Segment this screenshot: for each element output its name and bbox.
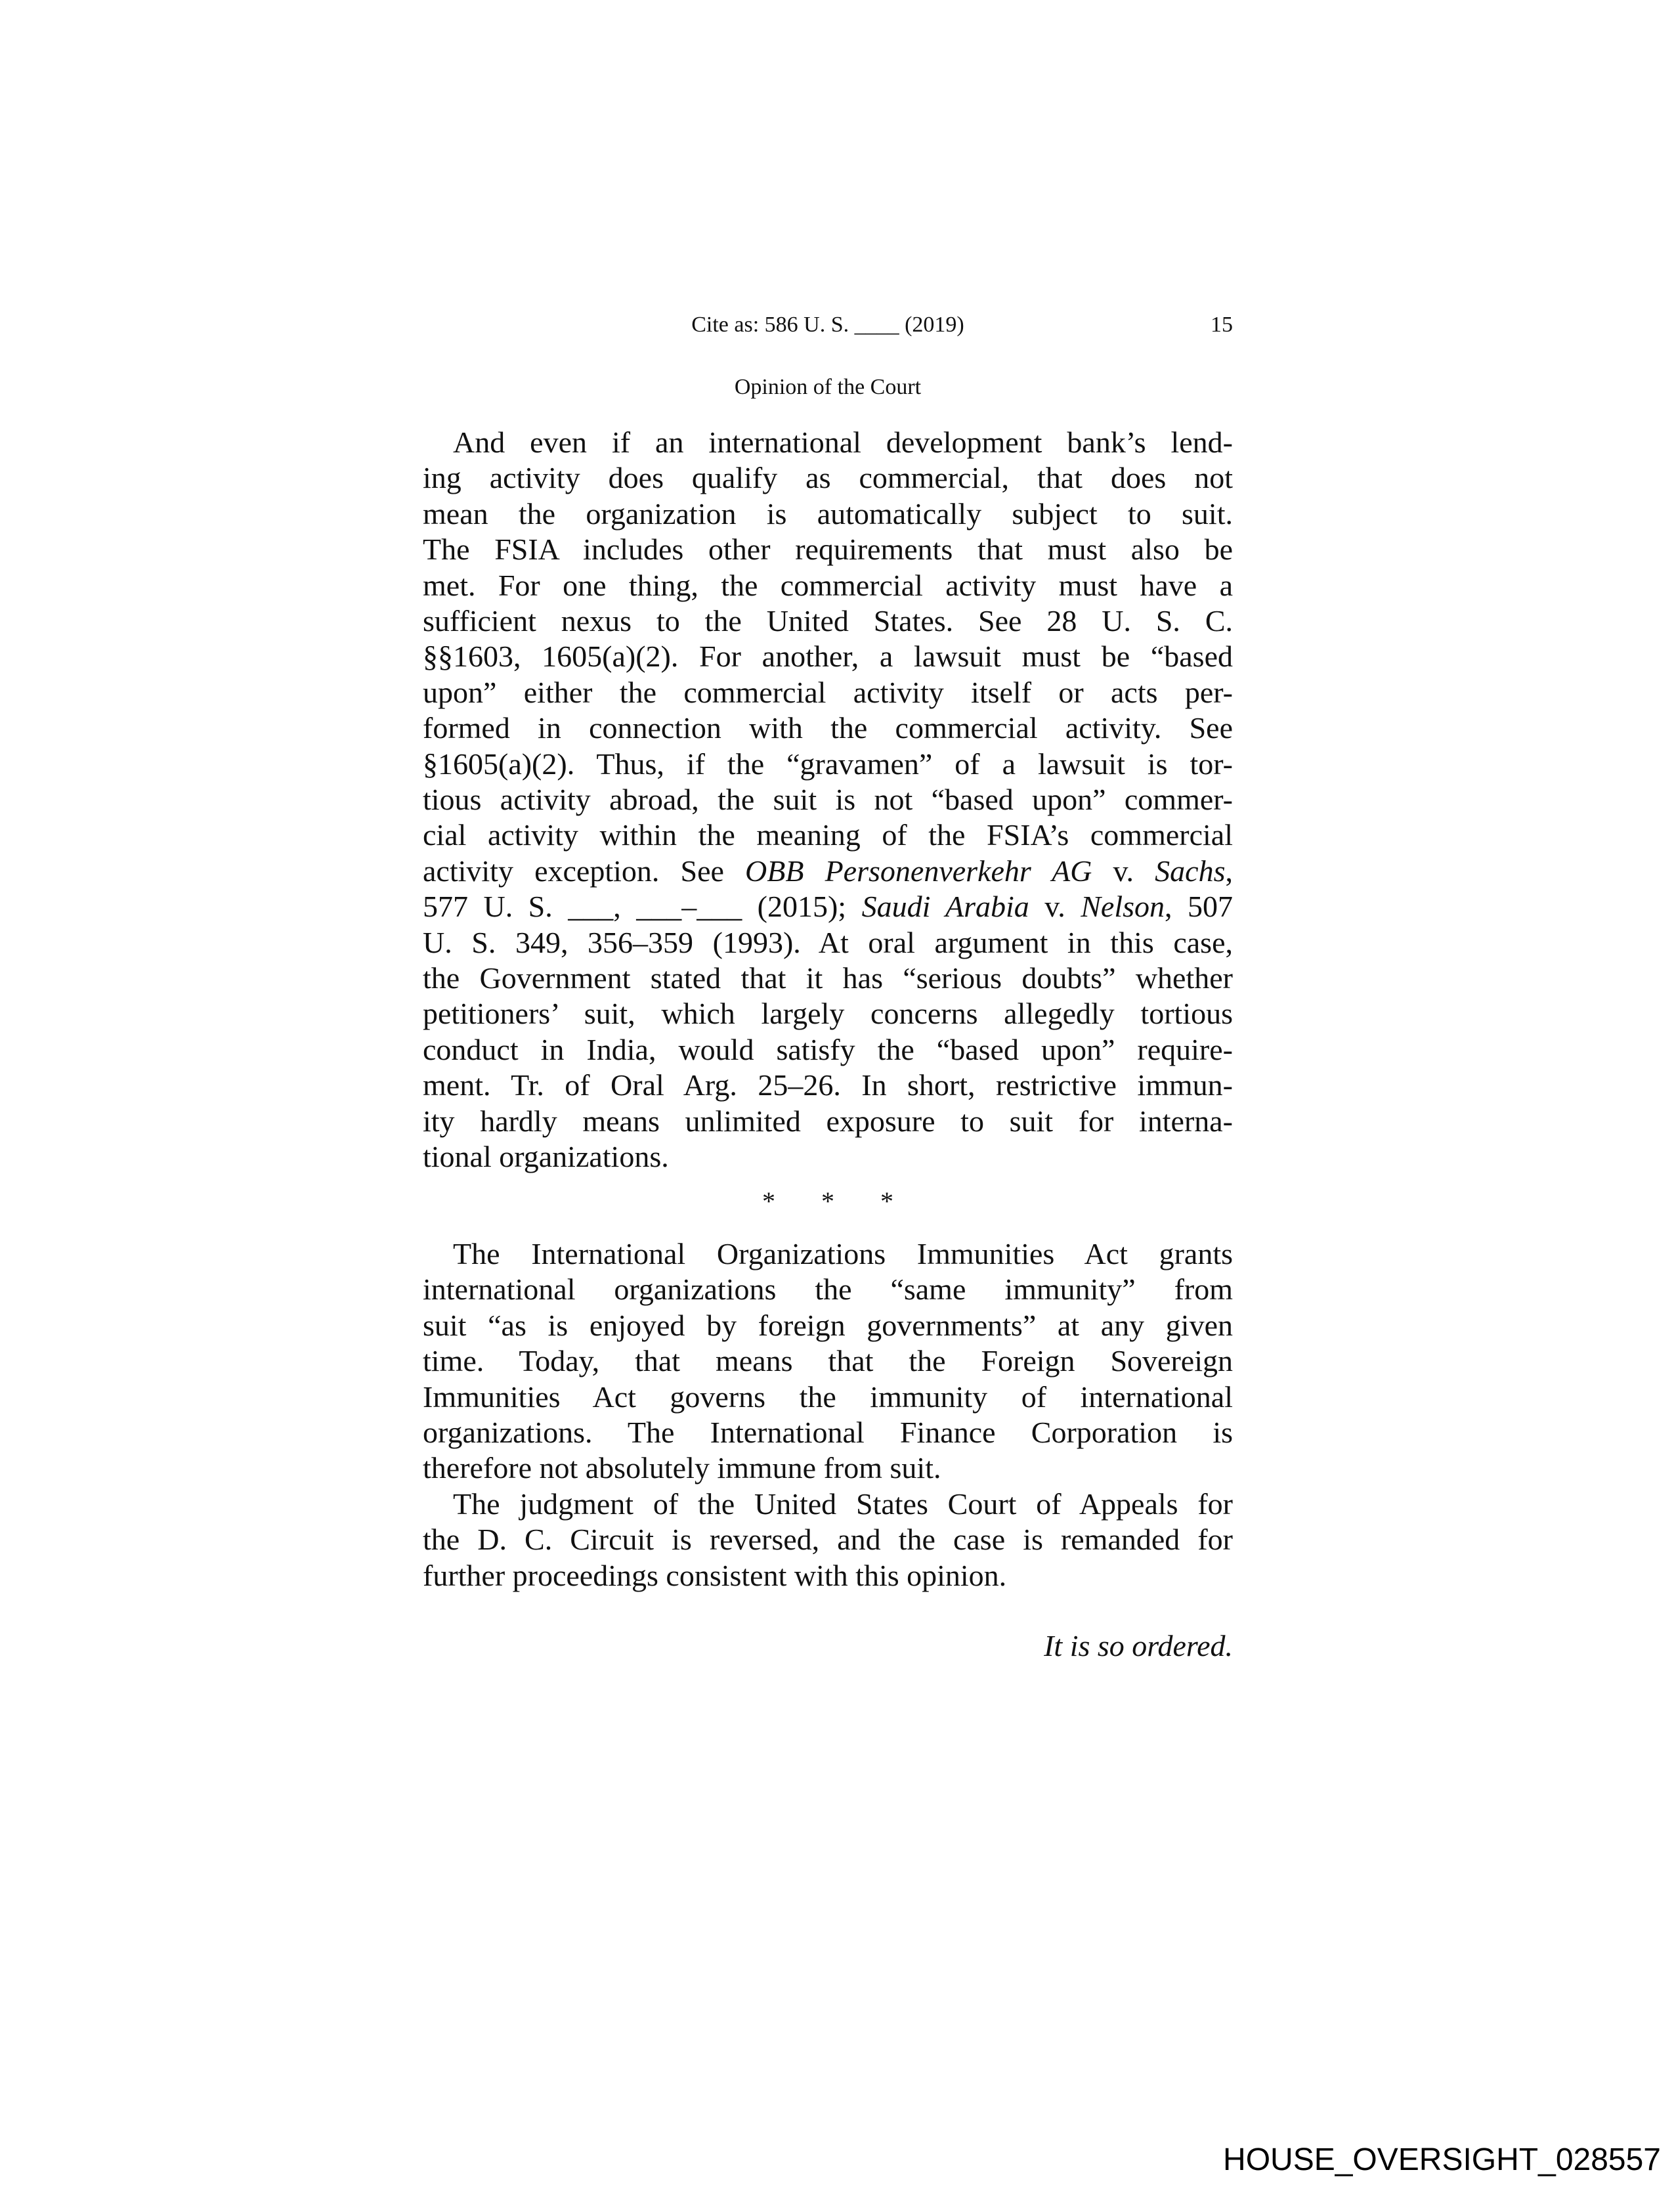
text-segment: v. [1092, 854, 1155, 888]
text-line [423, 1450, 1233, 1486]
text-segment: sufficient nexus to the United States. See 28 U. S. C. [423, 604, 1233, 638]
text-segment: The judgment of the United States Court of Appeals for [453, 1487, 1233, 1521]
text-line [423, 710, 1233, 746]
text-segment: §1605(a)(2). Thus, if the “gravamen” of a lawsuit is tor- [423, 747, 1233, 781]
text-segment: ment. Tr. of Oral Arg. 25–26. In short, restrictive immun- [423, 1068, 1233, 1102]
text-line [423, 782, 1233, 817]
text-line [423, 460, 1233, 496]
text-segment: v. [1029, 890, 1081, 924]
text-segment: conduct in India, would satisfy the “based upon” require- [423, 1032, 1233, 1066]
text-line [423, 817, 1233, 853]
text-segment: further proceedings consistent with this opinion. [423, 1558, 1007, 1592]
text-segment: the Government stated that it has “serious doubts” whether [423, 961, 1233, 995]
text-line [453, 425, 1233, 460]
text-segment: ing activity does qualify as commercial, that does not [423, 461, 1233, 495]
text-line [423, 1522, 1233, 1557]
text-line [423, 1068, 1233, 1103]
text-segment: cial activity within the meaning of the FSIA’s commercial [423, 818, 1233, 852]
case-name: Sachs [1155, 854, 1226, 888]
text-segment: tional organizations. [423, 1140, 669, 1173]
text-segment: mean the organization is automatically subject to suit. [423, 496, 1233, 531]
text-line [423, 925, 1233, 961]
document-id: HOUSE_OVERSIGHT_028557 [1223, 2142, 1661, 2177]
text-line [423, 639, 1233, 674]
text-segment: international organizations the “same immunity” from [423, 1272, 1233, 1307]
text-segment: organizations. The International Finance Corporation is [423, 1416, 1233, 1449]
text-line [453, 1486, 1233, 1522]
text-segment: The International Organizations Immunities Act grants [453, 1237, 1233, 1270]
text-line [423, 568, 1233, 603]
text-line [423, 1032, 1233, 1068]
text-line [423, 854, 1233, 889]
text-line [423, 1139, 1233, 1175]
text-line [423, 1308, 1233, 1343]
text-segment: U. S. 349, 356–359 (1993). At oral argument in this case, [423, 925, 1233, 959]
text-line [453, 1236, 1233, 1272]
text-line [423, 532, 1233, 567]
text-line [423, 889, 1233, 924]
text-line [423, 603, 1233, 639]
text-line [423, 496, 1233, 532]
text-line [423, 1379, 1233, 1415]
section-break: * * * [762, 1186, 893, 1216]
text-line [423, 961, 1233, 996]
text-segment: Immunities Act governs the immunity of international [423, 1379, 1233, 1414]
text-segment: tious activity abroad, the suit is not “based upon” commer- [423, 783, 1233, 816]
text-line [423, 1343, 1233, 1379]
text-segment: therefore not absolutely immune from suit. [423, 1451, 941, 1485]
text-line [423, 1272, 1233, 1307]
text-segment: upon” either the commercial activity itself or acts per- [423, 675, 1233, 709]
text-line [423, 1558, 1233, 1594]
opinion-label: Opinion of the Court [734, 375, 922, 399]
text-segment: the D. C. Circuit is reversed, and the case is remanded for [423, 1523, 1233, 1557]
text-segment: activity exception. See [423, 854, 746, 888]
case-name: Saudi Arabia [861, 890, 1029, 924]
text-line [423, 675, 1233, 710]
running-head [423, 309, 1233, 341]
text-line [423, 996, 1233, 1031]
text-segment: suit “as is enjoyed by foreign governments” at any given [423, 1308, 1233, 1342]
text-segment: met. For one thing, the commercial activity must have a [423, 568, 1233, 602]
text-line [423, 747, 1233, 782]
text-segment: formed in connection with the commercial activity. See [423, 711, 1233, 745]
page-number: 15 [1211, 313, 1233, 337]
text-segment: time. Today, that means that the Foreign Sovereign [423, 1344, 1233, 1378]
case-name: Nelson [1081, 890, 1165, 924]
text-segment: ity hardly means unlimited exposure to suit for interna- [423, 1104, 1233, 1138]
text-segment: §§1603, 1605(a)(2). For another, a lawsuit must be “based [423, 640, 1233, 674]
text-segment: , 507 [1165, 890, 1233, 924]
citation: Cite as: 586 U. S. ____ (2019) [691, 313, 964, 337]
text-segment: The FSIA includes other requirements that must also be [423, 532, 1233, 567]
text-segment: , [1225, 854, 1233, 888]
text-segment: 577 U. S. ___, ___–___ (2015); [423, 890, 862, 924]
text-segment: petitioners’ suit, which largely concerns allegedly tortious [423, 997, 1233, 1031]
case-name: OBB Personenverkehr AG [745, 854, 1092, 888]
closing-statement: It is so ordered. [1044, 1629, 1233, 1662]
text-line [423, 1415, 1233, 1450]
text-line [423, 1104, 1233, 1139]
text-segment: And even if an international development bank’s lend- [453, 425, 1233, 459]
